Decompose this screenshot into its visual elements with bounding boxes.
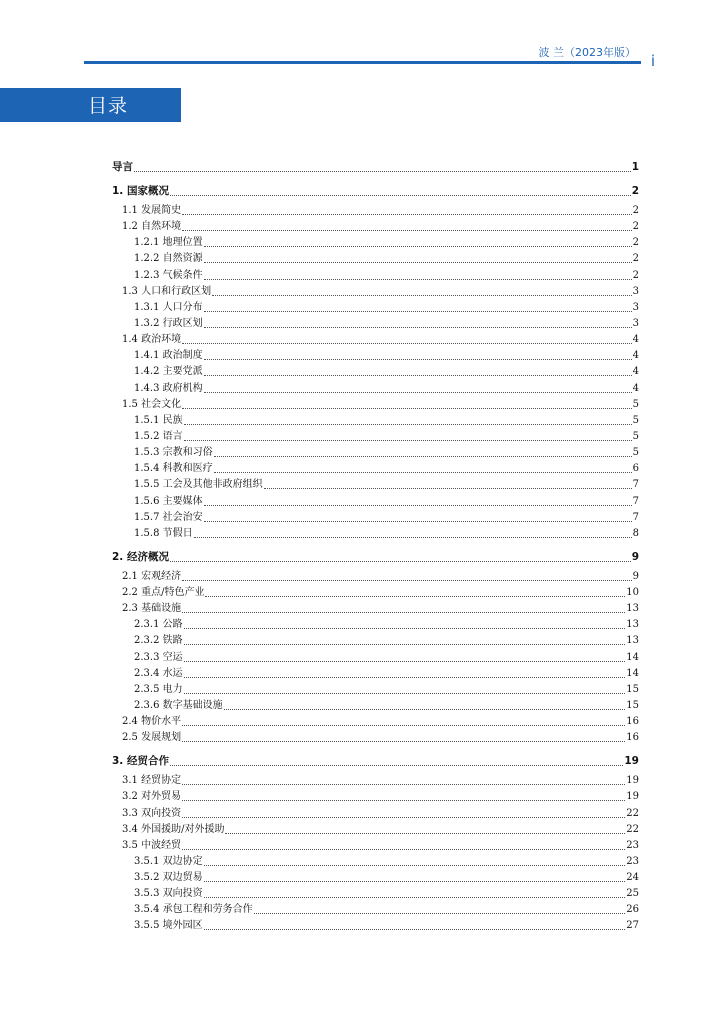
toc-entry[interactable] (112, 399, 639, 411)
dot-leader (182, 213, 632, 215)
dot-leader (182, 816, 625, 818)
toc-entry-page: 14 (626, 667, 639, 679)
toc-entry-page: 13 (626, 619, 639, 631)
toc-entry-page: 4 (632, 350, 639, 362)
toc-entry-page: 9 (632, 570, 639, 582)
toc-entry[interactable] (112, 286, 639, 298)
toc-entry-label: 2.3.1 公路 (134, 619, 183, 631)
toc-entry[interactable] (112, 447, 639, 459)
toc-entry-page: 3 (632, 301, 639, 313)
toc-entry[interactable] (112, 755, 639, 768)
table-of-contents (112, 161, 639, 932)
dot-leader (204, 261, 632, 263)
toc-entry-page: 19 (626, 775, 639, 787)
toc-entry[interactable] (112, 920, 639, 932)
dot-leader (170, 194, 631, 196)
dot-leader (204, 520, 632, 522)
toc-entry[interactable] (112, 635, 639, 647)
toc-entry-label: 1.2.1 地理位置 (134, 237, 203, 249)
page-number: i (650, 52, 655, 70)
toc-entry[interactable] (112, 318, 639, 330)
dot-leader (212, 294, 632, 296)
toc-entry-page: 15 (626, 699, 639, 711)
toc-entry-page: 2 (632, 221, 639, 233)
toc-entry-page: 8 (632, 527, 639, 539)
dot-leader (254, 912, 626, 914)
toc-entry[interactable] (112, 824, 639, 836)
dot-leader (204, 391, 632, 393)
toc-entry-page: 4 (632, 366, 639, 378)
toc-entry-page: 10 (626, 586, 639, 598)
dot-leader (134, 170, 631, 172)
dot-leader (204, 880, 626, 882)
toc-entry[interactable] (112, 185, 639, 198)
dot-leader (184, 627, 626, 629)
toc-entry[interactable] (112, 619, 639, 631)
toc-entry-label: 1.2.2 自然资源 (134, 253, 203, 265)
page-header-title: 波 兰（2023年版） (538, 46, 636, 59)
toc-entry-label: 2.3.2 铁路 (134, 635, 183, 647)
toc-entry[interactable] (112, 587, 639, 599)
toc-entry-label: 3.4 外国援助/对外援助 (122, 823, 225, 835)
dot-leader (182, 342, 632, 344)
toc-entry-page: 5 (632, 430, 639, 442)
toc-entry[interactable] (112, 840, 639, 852)
toc-entry[interactable] (112, 496, 639, 508)
toc-entry[interactable] (112, 551, 639, 564)
toc-entry-label: 1.3.1 人口分布 (134, 301, 203, 313)
toc-entry-label: 1.4.1 政治制度 (134, 350, 203, 362)
toc-entry[interactable] (112, 221, 639, 233)
toc-entry-label: 3. 经贸合作 (112, 755, 169, 768)
toc-entry-label: 1.1 发展简史 (122, 205, 182, 216)
toc-entry-label: 2.3.3 空运 (134, 651, 183, 663)
toc-entry-page: 2 (632, 237, 639, 249)
toc-entry-label: 2.1 宏观经济 (122, 570, 182, 582)
dot-leader (182, 848, 625, 850)
toc-entry-label: 2.3.4 水运 (134, 667, 183, 679)
toc-entry-page: 19 (626, 791, 639, 803)
toc-entry-label: 1. 国家概况 (112, 185, 169, 197)
toc-entry-label: 3.5.5 境外园区 (134, 920, 203, 932)
toc-entry[interactable] (112, 270, 639, 282)
toc-entry-label: 3.5.4 承包工程和劳务合作 (134, 904, 253, 916)
toc-entry-label: 2.5 发展规划 (122, 732, 182, 744)
toc-entry-label: 1.4.2 主要党派 (134, 366, 203, 378)
toc-entry-page: 5 (632, 398, 639, 410)
toc-entry-page: 24 (626, 872, 639, 884)
dot-leader (184, 692, 626, 694)
toc-entry[interactable] (112, 161, 639, 174)
toc-entry[interactable] (112, 791, 639, 803)
toc-entry[interactable] (112, 334, 639, 346)
toc-entry-label: 2.3.6 数字基础设施 (134, 699, 223, 711)
dot-leader (224, 708, 626, 710)
toc-entry[interactable] (112, 684, 639, 696)
toc-entry-label: 2.3.5 电力 (134, 683, 183, 695)
toc-entry-page: 1 (631, 161, 639, 173)
dot-leader (170, 560, 631, 562)
toc-entry-page: 7 (632, 479, 639, 491)
dot-leader (194, 536, 632, 538)
toc-entry[interactable] (112, 808, 639, 820)
toc-entry-label: 1.5.2 语言 (134, 430, 183, 442)
dot-leader (204, 358, 632, 360)
dot-leader (184, 439, 632, 441)
toc-entry-label: 2.3 基础设施 (122, 603, 182, 615)
dot-leader (204, 326, 632, 328)
dot-leader (184, 643, 626, 645)
dot-leader (264, 487, 632, 489)
dot-leader (170, 764, 623, 766)
dot-leader (182, 229, 632, 231)
toc-entry-page: 23 (626, 855, 639, 867)
toc-entry-page: 19 (624, 755, 639, 768)
toc-entry-page: 3 (632, 285, 639, 297)
toc-entry-page: 14 (626, 651, 639, 663)
toc-entry-page: 22 (626, 807, 639, 819)
toc-entry-page: 16 (626, 716, 639, 728)
toc-entry-page: 25 (626, 888, 639, 900)
toc-entry-label: 导言 (112, 161, 133, 173)
toc-entry[interactable] (112, 415, 639, 427)
dot-leader (182, 740, 625, 742)
toc-entry-page: 3 (632, 317, 639, 329)
toc-entry-page: 5 (632, 447, 639, 459)
toc-entry-label: 3.3 双向投资 (122, 807, 182, 819)
toc-entry-page: 9 (631, 550, 639, 563)
toc-entry[interactable] (112, 366, 639, 378)
toc-entry-page: 4 (632, 334, 639, 346)
toc-entry[interactable] (112, 383, 639, 395)
toc-entry-page: 4 (632, 382, 639, 394)
toc-entry[interactable] (112, 512, 639, 524)
toc-entry[interactable] (112, 716, 639, 728)
dot-leader (204, 374, 632, 376)
toc-entry-label: 1.3 人口和行政区划 (122, 285, 212, 297)
dot-leader (182, 579, 632, 581)
dot-leader (204, 896, 626, 898)
toc-entry-label: 1.4.3 政府机构 (134, 382, 203, 394)
toc-entry[interactable] (112, 302, 639, 314)
toc-entry-label: 1.5.8 节假日 (134, 527, 193, 539)
toc-entry-page: 5 (632, 414, 639, 426)
toc-entry-label: 1.2 自然环境 (122, 221, 182, 233)
toc-entry-page: 7 (632, 511, 639, 523)
toc-entry[interactable] (112, 700, 639, 712)
toc-entry-label: 2.4 物价水平 (122, 716, 182, 728)
toc-entry-label: 3.5.1 双边协定 (134, 855, 203, 867)
toc-entry[interactable] (112, 603, 639, 615)
toc-entry-page: 16 (626, 732, 639, 744)
toc-entry-label: 1.5.7 社会治安 (134, 511, 203, 523)
toc-entry-label: 3.1 经贸协定 (122, 775, 182, 787)
toc-entry-page: 6 (632, 463, 639, 475)
toc-entry-label: 1.5 社会文化 (122, 398, 182, 410)
toc-entry-label: 3.5.2 双边贸易 (134, 872, 203, 884)
dot-leader (182, 799, 625, 801)
toc-entry-label: 1.5.3 宗教和习俗 (134, 447, 213, 459)
toc-banner (0, 88, 181, 122)
toc-entry-label: 3.5 中波经贸 (122, 839, 182, 851)
toc-entry[interactable] (112, 904, 639, 916)
toc-entry-label: 1.5.4 科教和医疗 (134, 463, 213, 475)
toc-entry-label: 1.5.5 工会及其他非政府组织 (134, 479, 263, 491)
toc-entry[interactable] (112, 775, 639, 787)
toc-entry-label: 1.2.3 气候条件 (134, 269, 203, 281)
toc-entry-label: 1.3.2 行政区划 (134, 317, 203, 329)
dot-leader (204, 864, 626, 866)
toc-entry-label: 1.4 政治环境 (122, 334, 182, 346)
dot-leader (184, 423, 632, 425)
toc-entry-page: 26 (626, 904, 639, 916)
toc-entry[interactable] (112, 668, 639, 680)
toc-entry-label: 2. 经济概况 (112, 550, 169, 563)
dot-leader (182, 724, 625, 726)
toc-entry-page: 23 (626, 839, 639, 851)
dot-leader (204, 278, 632, 280)
header-rule (84, 61, 641, 64)
dot-leader (204, 245, 632, 247)
dot-leader (182, 611, 625, 613)
toc-entry-label: 1.5.1 民族 (134, 414, 183, 426)
toc-entry-label: 3.5.3 双向投资 (134, 888, 203, 900)
dot-leader (204, 928, 626, 930)
toc-entry[interactable] (112, 872, 639, 884)
toc-entry[interactable] (112, 888, 639, 900)
toc-entry-page: 13 (626, 603, 639, 615)
toc-entry-label: 3.2 对外贸易 (122, 791, 182, 803)
toc-entry[interactable] (112, 350, 639, 362)
toc-entry-label: 1.5.6 主要媒体 (134, 495, 203, 507)
toc-entry[interactable] (112, 528, 639, 540)
toc-entry[interactable] (112, 571, 639, 583)
toc-entry-page: 15 (626, 683, 639, 695)
toc-entry-label: 2.2 重点/特色产业 (122, 586, 205, 598)
dot-leader (204, 504, 632, 506)
toc-entry[interactable] (112, 237, 639, 249)
toc-entry[interactable] (112, 479, 639, 491)
dot-leader (182, 783, 625, 785)
toc-entry-page: 13 (626, 635, 639, 647)
toc-entry-page: 2 (632, 269, 639, 281)
dot-leader (214, 471, 632, 473)
toc-entry-page: 7 (632, 495, 639, 507)
toc-entry[interactable] (112, 652, 639, 664)
dot-leader (182, 407, 632, 409)
toc-entry-page: 2 (631, 185, 639, 197)
toc-entry-page: 2 (632, 205, 639, 216)
dot-leader (214, 455, 632, 457)
dot-leader (225, 832, 625, 834)
toc-entry[interactable] (112, 253, 639, 265)
toc-entry[interactable] (112, 463, 639, 475)
toc-entry-page: 27 (626, 920, 639, 932)
dot-leader (184, 660, 626, 662)
dot-leader (205, 595, 625, 597)
toc-entry[interactable] (112, 856, 639, 868)
dot-leader (204, 310, 632, 312)
toc-entry-page: 2 (632, 253, 639, 265)
dot-leader (184, 676, 626, 678)
toc-entry[interactable] (112, 732, 639, 744)
toc-entry[interactable] (112, 205, 639, 217)
toc-entry-page: 22 (626, 823, 639, 835)
toc-entry[interactable] (112, 431, 639, 443)
toc-title: 目录 (88, 95, 129, 117)
